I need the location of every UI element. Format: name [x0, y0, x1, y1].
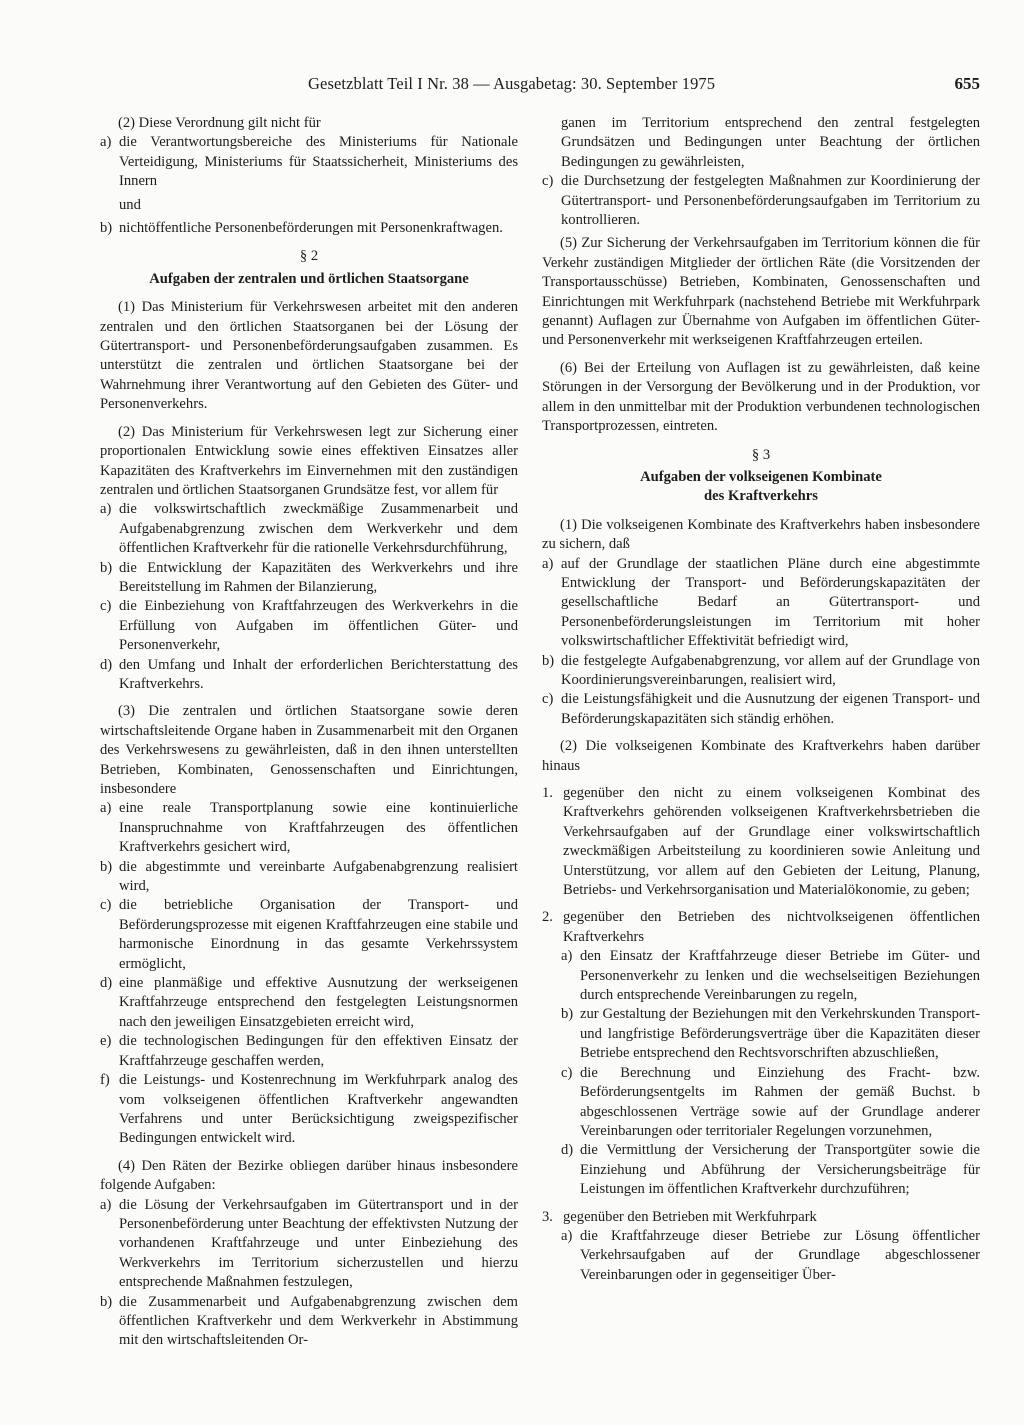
list-text: die volkswirtschaftlich zweckmäßige Zusammenarbeit und Aufgabenabgrenzung zwischen dem Werkverkehr und dem öffentlichen Kraftverkehr für die rationelle Verkehrsdurchführung,: [119, 501, 518, 557]
list-text: den Umfang und Inhalt der erforderlichen Berichterstattung des Kraftverkehrs.: [119, 656, 518, 692]
list-text: nichtöffentliche Personenbeförderungen mit Personenkraftwagen.: [119, 220, 503, 237]
list-label: a): [100, 501, 112, 518]
left-column: [100, 114, 518, 1351]
list-label: c): [542, 173, 554, 190]
numbered-text: gegenüber den nicht zu einem volkseigenen Kombinat des Kraftverkehrs gehörenden volkseigenen Kraftverkehrsbetrieben die Verkehrsaufgaben auf der Grundlage einer volkswirtschaftlich zweckmäßigen Arbeitsteilung zu koordinieren sowie Anleitung und Unterstützung, vor allem auf den Gebieten der Leitung, Planung, Betriebs- und Verkehrsorganisation und Materialökonomie, zu geben;: [563, 785, 980, 899]
list-text: den Einsatz der Kraftfahrzeuge dieser Betriebe im Güter- und Personenverkehr zu lenken und die wechselseitigen Beziehungen durch entsprechende Vereinbarungen zu regeln,: [580, 948, 980, 1004]
list-label: b): [100, 1293, 113, 1310]
paragraph: (3) Die zentralen und örtlichen Staatsorgane sowie deren wirtschaftsleitende Organe haben in Zusammenarbeit mit den Organen des Verkehrswesens zu gewährleisten, daß in den ihnen unterstellten Betrieben, Kombinaten, Genossenschaften und Einrichtungen, insbesondere: [100, 703, 518, 797]
list-label: e): [100, 1033, 112, 1050]
list-text: eine reale Transportplanung sowie eine kontinuierliche Inanspruchnahme von Kraftfahrzeugen des öffentlichen Kraftverkehrs gesichert wird,: [119, 800, 518, 856]
list-text: auf der Grundlage der staatlichen Pläne durch eine abgestimmte Entwicklung der Transport- und Beförderungskapazitäten der gesellschaftliche Bedarf an Gütertransport- und Personenbeförderungsleistungen im Territorium mit hoher volkswirtschaftlicher Effektivität befriedigt wird,: [561, 555, 980, 650]
section-number: § 2: [299, 248, 319, 265]
list-text: eine planmäßige und effektive Ausnutzung der werkseigenen Kraftfahrzeuge entsprechend den festgelegten Leistungsnormen nach den jeweiligen Einsatzgebieten erreicht wird,: [119, 975, 518, 1030]
list-label: a): [100, 800, 112, 817]
list-label: c): [542, 691, 554, 708]
number-label: 3.: [542, 1208, 553, 1225]
list-item: [542, 1064, 980, 1142]
list-text: die Vermittlung der Versicherung der Transportgüter sowie die Einziehung und Abführung der Versicherungsbeiträge für Leistungen im öffentlichen Kraftverkehr durchzuführen;: [580, 1142, 980, 1198]
list-label: a): [561, 948, 573, 965]
list-text: die Einbeziehung von Kraftfahrzeugen des Werkverkehrs in die Erfüllung von Aufgaben im öffentlichen Güter- und Personenverkehr,: [119, 598, 518, 654]
list-item: [100, 597, 518, 655]
section-title: [542, 468, 980, 507]
right-column: [542, 114, 980, 1285]
list-item: [100, 219, 518, 238]
list-item: [542, 652, 980, 691]
list-item: [100, 656, 518, 695]
paragraph: (2) Die volkseigenen Kombinate des Kraftverkehrs haben darüber hinaus: [542, 738, 980, 774]
paragraph: (1) Das Ministerium für Verkehrswesen arbeitet mit den anderen zentralen und den örtlichen Staatsorganen bei der Lösung der Gütertransport- und Personenbeförderungsaufgaben zusammen. Es unterstützt die zentralen und örtlichen Staatsorgane bei der Wahrnehmung ihrer Verantwortung auf den Gebieten des Güter- und Personenverkehrs.: [100, 299, 518, 413]
list-item: [100, 799, 518, 857]
paragraph: (1) Die volkseigenen Kombinate des Kraftverkehrs haben insbesondere zu sichern, daß: [542, 516, 980, 553]
list-text: die abgestimmte und vereinbarte Aufgabenabgrenzung realisiert wird,: [119, 858, 518, 895]
numbered-item: [542, 784, 980, 900]
list-label: a): [100, 1196, 112, 1213]
list-label: c): [100, 598, 112, 615]
list-label: c): [561, 1064, 573, 1081]
list-text: die festgelegte Aufgabenabgrenzung, vor allem auf der Grundlage von Koordinierungsvereinbarungen, realisiert wird,: [561, 652, 980, 688]
list-text: die Zusammenarbeit und Aufgabenabgrenzung zwischen dem öffentlichen Kraftverkehr und dem Werkverkehr in Abstimmung mit den wirtschaftsleitenden Or-: [119, 1293, 518, 1349]
paragraph-scope-intro: (2) Diese Verordnung gilt nicht für: [118, 115, 321, 131]
list-label: c): [100, 897, 112, 914]
list-label: d): [100, 975, 113, 992]
list-item: [542, 690, 980, 729]
list-item: [100, 1032, 518, 1071]
list-item: [100, 500, 518, 558]
list-text: die Lösung der Verkehrsaufgaben im Gütertransport und in der Personenbeförderung unter Beachtung der effektivsten Nutzung der vorhandenen Kraftfahrzeuge und unter Einbeziehung des Werkverkehrs im Territorium sicherzustellen und hierzu entsprechende Maßnahmen festzulegen,: [119, 1196, 518, 1291]
list-text: die Verantwortungsbereiche des Ministeriums für Nationale Verteidigung, Ministeriums für Staatssicherheit, Ministeriums des Innern: [119, 134, 518, 190]
list-text: die Berechnung und Einziehung des Fracht- bzw. Beförderungsentgelts im Rahmen der gemäß Buchst. b abgeschlossenen Verträge sowie auf der Grundlage anderer Vereinbarungen oder territorialer Regelungen vorzunehmen,: [580, 1064, 980, 1139]
list-text: die technologischen Bedingungen für den effektiven Einsatz der Kraftfahrzeuge geschaffen werden,: [119, 1033, 518, 1069]
list-item: [542, 1005, 980, 1063]
number-label: 2.: [542, 909, 553, 926]
numbered-text: gegenüber den Betrieben mit Werkfuhrpark: [563, 1208, 817, 1225]
section-title-line-1: Aufgaben der volkseigenen Kombinate: [640, 468, 882, 485]
list-label: b): [100, 559, 113, 576]
list-item: [542, 172, 980, 230]
list-text: die Kraftfahrzeuge dieser Betriebe zur Lösung öffentlicher Verkehrsaufgaben auf der Grundlage abgeschlossener Vereinbarungen oder in gegenseitiger Über-: [580, 1227, 980, 1283]
list-item: [542, 1227, 980, 1285]
list-label: b): [100, 858, 113, 875]
list-item: [100, 974, 518, 1032]
list-text: die Entwicklung der Kapazitäten des Werkverkehrs und ihre Bereitstellung im Rahmen der Bilanzierung,: [119, 559, 518, 595]
header-title: Gesetzblatt Teil I Nr. 38 — Ausgabetag: 30. September 1975: [308, 74, 716, 93]
list-item: [100, 133, 518, 191]
page-number: 655: [954, 74, 980, 93]
list-item: [542, 947, 980, 1005]
list-item: [542, 1141, 980, 1199]
list-label: a): [561, 1227, 573, 1244]
list-item: [100, 1071, 518, 1149]
list-item: [100, 896, 518, 974]
list-label: b): [561, 1006, 574, 1023]
list-item: [100, 1196, 518, 1293]
list-text: die Durchsetzung der festgelegten Maßnahmen zur Koordinierung der Gütertransport- und Personenbeförderungsaufgaben im Territorium zu kontrollieren.: [561, 173, 980, 229]
list-text: die betriebliche Organisation der Transport- und Beförderungsprozesse mit eigenen Kraftfahrzeugen eine stabile und harmonische Einordnung in das gesamte Verkehrssystem ermöglicht,: [119, 897, 518, 972]
paragraph: (6) Bei der Erteilung von Auflagen ist zu gewährleisten, daß keine Störungen in der Versorgung der Bevölkerung und in der Produktion, vor allem in den unmittelbar mit der Produktion verbundenen technologischen Transportprozessen, eintreten.: [542, 359, 980, 435]
section-title: Aufgaben der zentralen und örtlichen Staatsorgane: [149, 270, 469, 287]
list-item: [100, 559, 518, 598]
list-item: [100, 1293, 518, 1351]
paragraph: (5) Zur Sicherung der Verkehrsaufgaben im Territorium können die für Verkehr zuständigen Mitglieder der örtlichen Räte (die Vorsitzenden der Transportausschüsse) Betrieben, Kombinaten, Genossenschaften und Einrichtungen mit Werkfuhrpark (nachstehend Betriebe mit Werkfuhrpark genannt) Auflagen zur Übernahme von Aufgaben im öffentlichen Güter- und Personenverkehr mit werkseigenen Kraftfahrzeugen erteilen.: [542, 235, 980, 349]
section-number: § 3: [751, 446, 771, 463]
continued-text: ganen im Territorium entsprechend den zentral festgelegten Grundsätzen und Bedingungen unter Beachtung der örtlichen Bedingungen zu gewährleisten,: [561, 115, 980, 170]
list-text: die Leistungs- und Kostenrechnung im Werkfuhrpark analog des vom volkseigenen öffentlichen Kraftverkehr angewandten Verfahrens und unter Berücksichtigung zweigspezifischer Bedingungen entwickelt wird.: [119, 1072, 518, 1147]
list-label: b): [542, 652, 555, 669]
list-label: d): [561, 1142, 574, 1159]
list-text: zur Gestaltung der Beziehungen mit den Verkehrskunden Transport- und langfristige Beförderungsverträge über die Kapazitäten dieser Betriebe entsprechend den Rechtsvorschriften abzuschließen,: [580, 1006, 980, 1062]
numbered-text: gegenüber den Betrieben des nichtvolkseigenen öffentlichen Kraftverkehrs: [563, 909, 980, 945]
paragraph: (2) Das Ministerium für Verkehrswesen legt zur Sicherung einer proportionalen Entwicklung sowie eines effektiven Einsatzes aller Kapazitäten des Kraftverkehrs im Einvernehmen mit den zuständigen zentralen und örtlichen Staatsorganen Grundsätze fest, vor allem für: [100, 423, 518, 498]
section-title-line-2: des Kraftverkehrs: [704, 488, 818, 505]
list-label: a): [100, 134, 112, 151]
list-text: die Leistungsfähigkeit und die Ausnutzung der eigenen Transport- und Beförderungskapazitäten sich ständig erhöhen.: [561, 691, 980, 727]
page-header: [0, 74, 980, 98]
list-label: b): [100, 220, 113, 237]
list-label: f): [100, 1072, 110, 1089]
paragraph: (4) Den Räten der Bezirke obliegen darüber hinaus insbesondere folgende Aufgaben:: [100, 1157, 518, 1194]
numbered-item: [542, 1208, 980, 1227]
list-label: a): [542, 555, 554, 572]
list-item: [100, 858, 518, 897]
numbered-item: [542, 908, 980, 947]
list-label: d): [100, 656, 113, 673]
list-item: [542, 555, 980, 652]
number-label: 1.: [542, 785, 553, 801]
conjunction-und: und: [119, 196, 141, 213]
